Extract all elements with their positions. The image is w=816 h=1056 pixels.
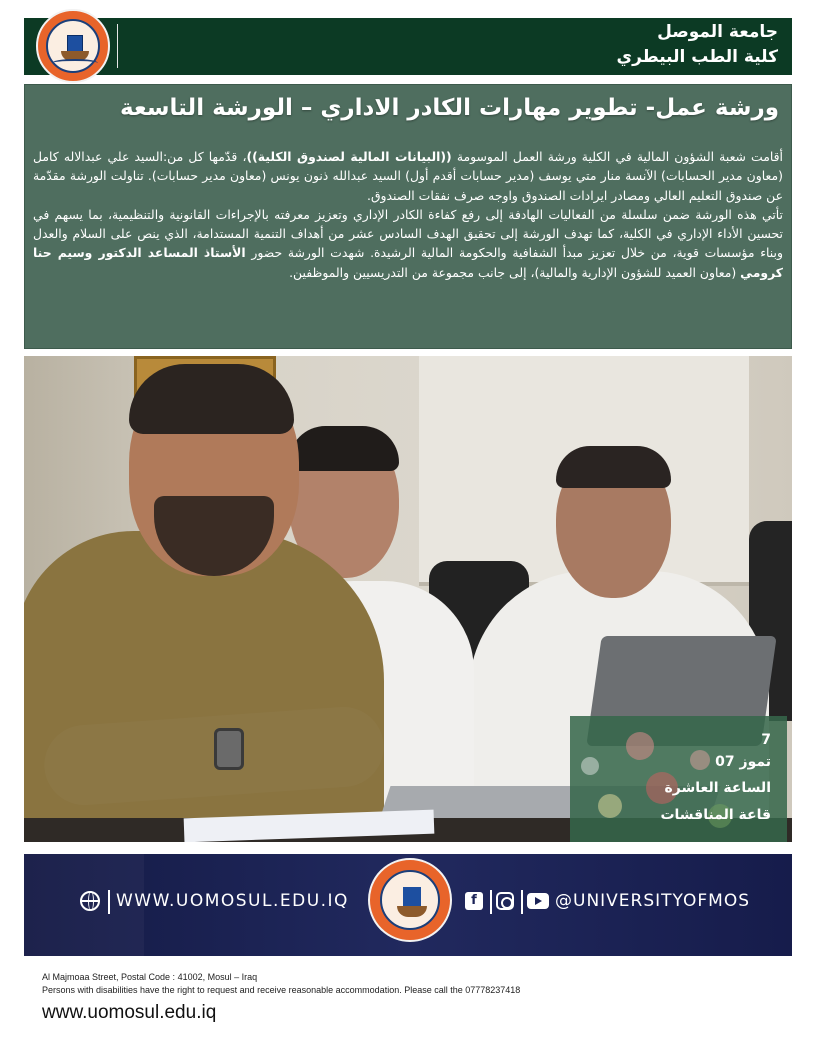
article-bold-text: ((البيانات المالية لصندوق الكلية)) <box>246 149 452 164</box>
article-text: ، قدّمها كل من:السيد علي عبدالاله كامل (معاون مدير الحسابات) الآنسة منار متي يوسف (مدير حسابات أقدم أول) السيد عبدالله ذنون يونس (معاون مدير حسابات). تناولت الورشة مقدّمة عن صندوق التعليم العالي ومصادر ايرادات الصندوق واوجه صرف نفقات الصندوق. <box>33 149 783 203</box>
article-bold-text: الأستاذ المساعد الدكتور وسيم حنا كرومي <box>33 245 783 280</box>
banner-separator <box>521 890 523 914</box>
postal-address: Al Majmoaa Street, Postal Code : 41002, Mosul – Iraq <box>42 972 258 982</box>
instagram-icon[interactable] <box>496 892 514 910</box>
website-link[interactable]: www.uomosul.edu.iq <box>42 1002 217 1023</box>
accessibility-note: Persons with disabilities have the right to request and receive reasonable accommodation. Please call the 07778237418 <box>42 985 521 995</box>
facebook-icon[interactable]: f <box>465 892 483 910</box>
banner-separator <box>490 890 492 914</box>
college-name: كلية الطب البيطري <box>616 47 778 67</box>
university-logo-icon <box>36 9 110 83</box>
event-place: قاعة المناقشات <box>660 807 771 823</box>
event-day: 7 <box>761 732 771 748</box>
event-info-box <box>570 716 787 842</box>
article-title: ورشة عمل- تطوير مهارات الكادر الاداري – الورشة التاسعة <box>119 95 779 121</box>
article-text: (معاون العميد للشؤون الإدارية والمالية)، إلى جانب مجموعة من التدريسيين والموظفين. <box>289 264 741 280</box>
globe-icon <box>80 891 100 911</box>
university-logo-icon <box>368 858 452 942</box>
youtube-icon[interactable] <box>527 893 549 909</box>
article-text: أقامت شعبة الشؤون المالية في الكلية ورشة العمل الموسومة <box>451 149 783 164</box>
banner-website-link[interactable]: WWW.UOMOSUL.EDU.IQ <box>116 891 349 911</box>
banner-separator <box>108 890 110 914</box>
flowers-icon <box>570 716 787 842</box>
header-divider <box>117 24 118 68</box>
university-name: جامعة الموصل <box>657 22 778 42</box>
social-handle[interactable]: @UNIVERSITYOFMOS <box>555 891 750 911</box>
article-box <box>24 84 792 349</box>
header-bar <box>24 18 792 75</box>
event-month: تموز 07 <box>715 754 771 770</box>
event-time: الساعة العاشرة <box>664 780 771 796</box>
footer-banner <box>24 854 792 956</box>
article-text: تأتي هذه الورشة ضمن سلسلة من الفعاليات الهادفة إلى رفع كفاءة الكادر الإداري وتعزيز معرفته بالإجراءات القانونية والتنظيمية، بما يسهم في تحسين الأداء الإداري في الكلية، كما تهدف الورشة إلى تحقيق الهدف السادس عشر من أهداف التنمية المستدامة، الذي ينص على السلام والعدل وبناء مؤسسات قوية، من خلال تعزيز مبدأ الشفافية والحكومة المالية الرشيدة. شهدت الورشة حضور <box>33 206 783 261</box>
article-body <box>33 147 783 282</box>
